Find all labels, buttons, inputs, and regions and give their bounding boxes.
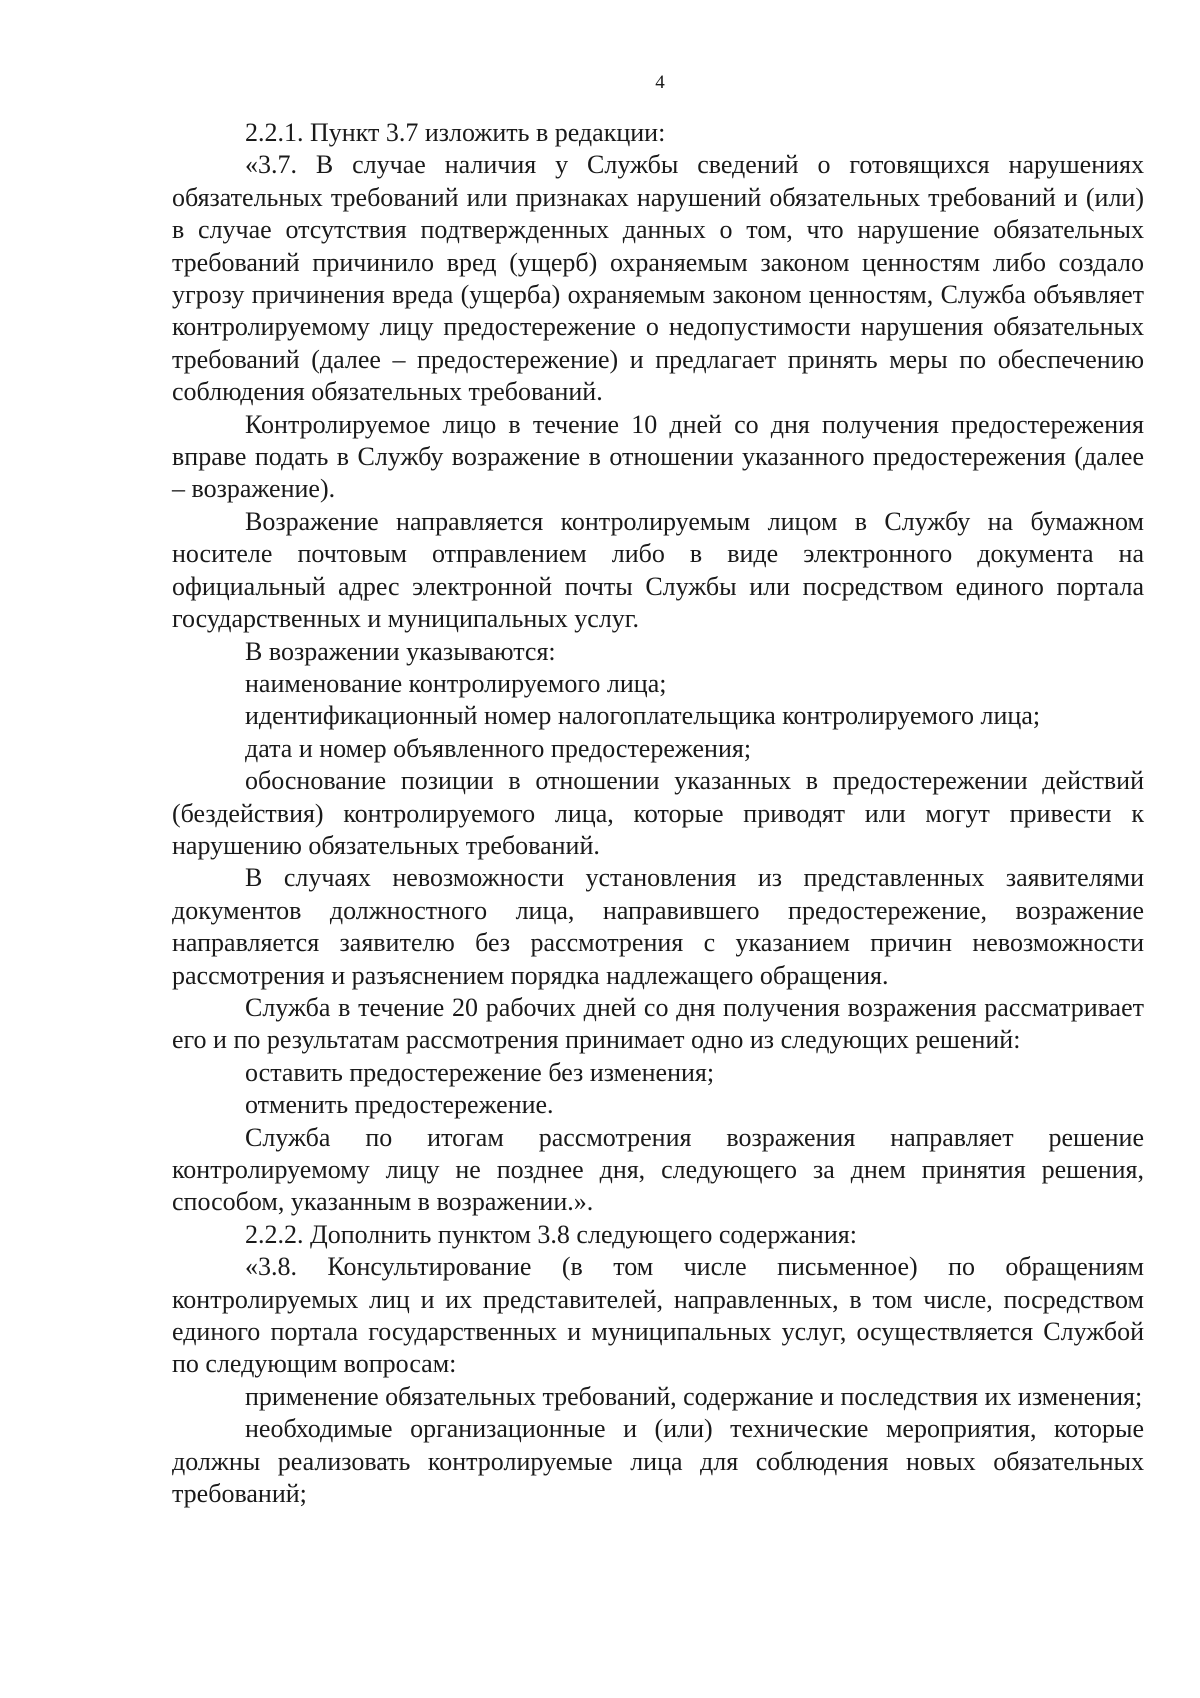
paragraph-3-8: «3.8. Консультирование (в том числе письменное) по обращениям контролируемых лиц и их представителей, направленных, в том числе, посредством единого портала государственных и муниципальных услуг, осуществляется Службой по следующим вопросам:: [172, 1252, 1144, 1379]
list-item: применение обязательных требований, содержание и последствия их изменения;: [245, 1381, 1143, 1411]
paragraph-objection-delivery: Возражение направляется контролируемым лицом в Службу на бумажном носителе почтовым отправлением либо в виде электронного документа на официальный адрес электронной почты Службы или посредством единого портала государственных и муниципальных услуг.: [172, 506, 1144, 634]
list-item: отменить предостережение.: [245, 1090, 554, 1120]
list-item: необходимые организационные и (или) технические мероприятия, которые должны реализовать контролируемые лица для соблюдения новых обязательных требований;: [172, 1414, 1144, 1509]
paragraph-objection-contents: В возражении указываются:: [245, 636, 556, 666]
list-item: оставить предостережение без изменения;: [245, 1057, 715, 1087]
paragraph-impossibility: В случаях невозможности установления из представленных заявителями документов должностного лица, направившего предостережение, возражение направляется заявителю без рассмотрения с указанием причин невозможности рассмотрения и разъяснением порядка надлежащего обращения.: [172, 863, 1144, 990]
paragraph-2-2-1: 2.2.1. Пункт 3.7 изложить в редакции:: [245, 118, 666, 147]
paragraph-decision-delivery: Служба по итогам рассмотрения возражения направляет решение контролируемому лицу не позднее дня, следующего за днем принятия решения, способом, указанным в возражении.».: [172, 1122, 1144, 1217]
paragraph-objection-term: Контролируемое лицо в течение 10 дней со дня получения предостережения вправе подать в Службу возражение в отношении указанного предостережения (далее – возражение).: [172, 409, 1144, 504]
paragraph-3-7: «3.7. В случае наличия у Службы сведений о готовящихся нарушениях обязательных требований или признаках нарушений обязательных требований и (или) в случае отсутствия подтвержденных данных о том, что нарушение обязательных требований причинило вред (ущерб) охраняемым законом ценностям либо создало угрозу причинения вреда (ущерба) охраняемым законом ценностям, Служба объявляет контролируемому лицу предостережение о недопустимости нарушения обязательных требований (далее – предостережение) и предлагает принять меры по обеспечению соблюдения обязательных требований.: [172, 150, 1144, 407]
page-number: 4: [655, 72, 665, 93]
paragraph-2-2-2: 2.2.2. Дополнить пунктом 3.8 следующего содержания:: [245, 1219, 857, 1249]
list-item: дата и номер объявленного предостережения;: [245, 733, 752, 763]
list-item: идентификационный номер налогоплательщика контролируемого лица;: [245, 701, 1041, 731]
document-body: [172, 117, 1144, 1510]
list-item: наименование контролируемого лица;: [245, 668, 667, 698]
paragraph-review-term: Служба в течение 20 рабочих дней со дня получения возражения рассматривает его и по результатам рассмотрения принимает одно из следующих решений:: [172, 992, 1144, 1055]
list-item: обоснование позиции в отношении указанных в предостережении действий (бездействия) контролируемого лица, которые приводят или могут привести к нарушению обязательных требований.: [172, 766, 1144, 860]
